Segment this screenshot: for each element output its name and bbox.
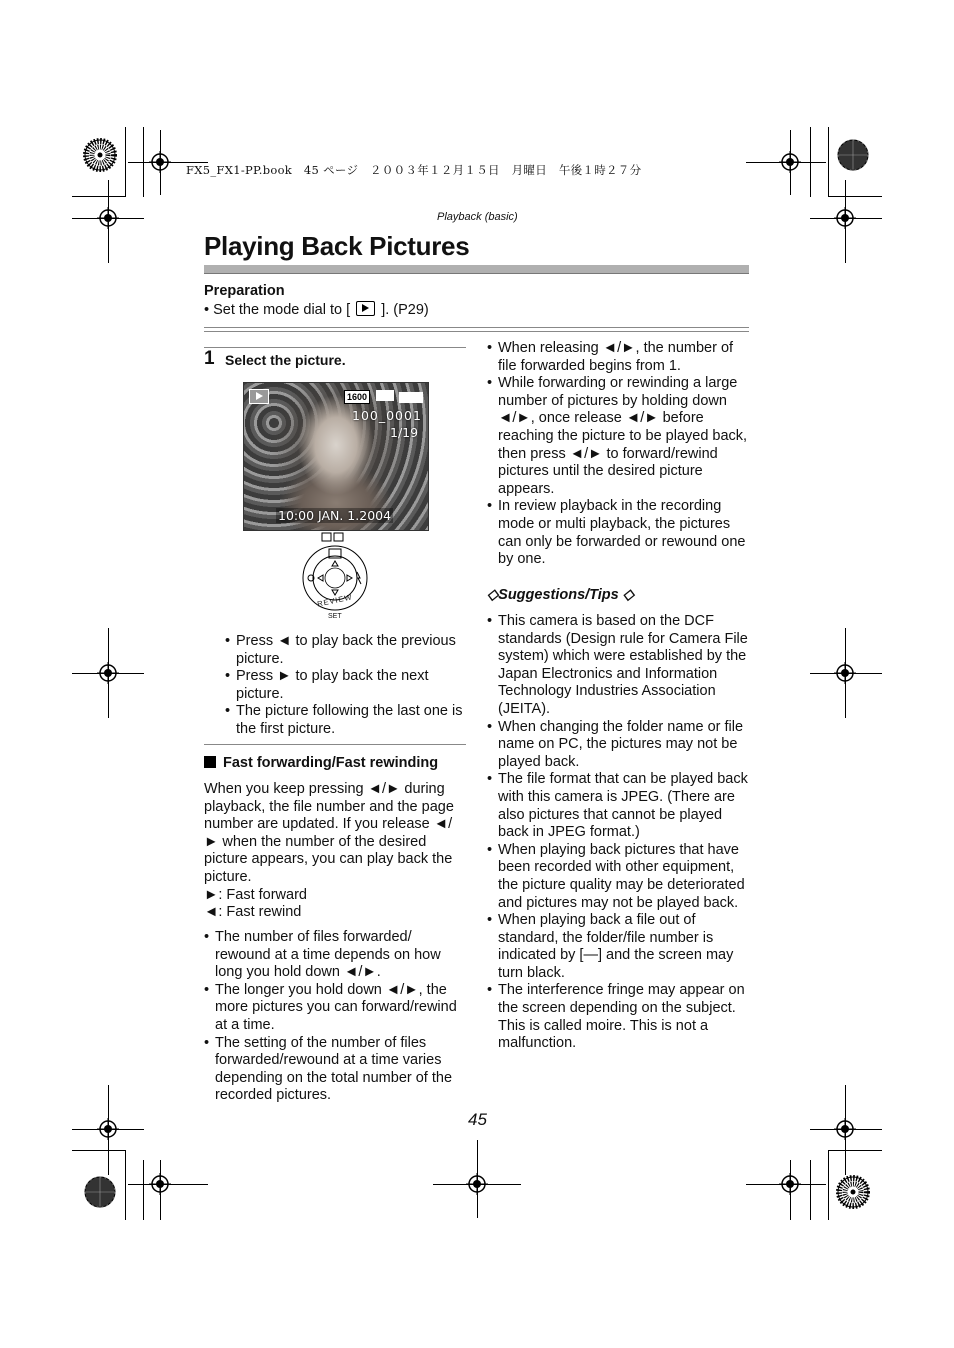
step-number: 1 xyxy=(204,348,215,369)
right-bullet-list xyxy=(487,340,749,569)
tips-heading: ◇Suggestions/Tips ◇ xyxy=(487,587,634,603)
fast-heading xyxy=(204,755,438,771)
list-item: • Press ► to play back the next picture. xyxy=(225,668,469,703)
set-label: SET xyxy=(328,613,342,620)
list-item: • When playing back pictures that have been recorded with other equipment, the picture quality may be deteriorated and pictures may not be played back. xyxy=(487,842,749,912)
lcd-iso: 1600 xyxy=(344,390,370,404)
quality-icon xyxy=(376,390,394,401)
camera-lcd-screen xyxy=(243,382,429,531)
page-number: 45 xyxy=(468,1110,487,1129)
step-bullet-list xyxy=(225,633,469,739)
fast-rule xyxy=(204,744,466,745)
list-item: • The longer you hold down ◄/►, the more pictures you can forward/rewind at a time. xyxy=(204,982,466,1035)
print-header: FX5_FX1-PP.book 45 ページ ２００３年１２月１５日 月曜日 午後１時２７分 xyxy=(186,163,642,177)
preparation-text-before: • Set the mode dial to [ xyxy=(204,302,351,318)
list-item: • Press ◄ to play back the previous picture. xyxy=(225,633,469,668)
fast-bullet-list xyxy=(204,929,466,1105)
list-item: • The setting of the number of files forwarded/rewound at a time varies depending on the total number of the recorded pictures. xyxy=(204,1035,466,1105)
preparation-text-after: ]. (P29) xyxy=(381,302,429,318)
list-item: • When changing the folder name or file name on PC, the pictures may not be played back. xyxy=(487,719,749,772)
lcd-datetime: 10:00 JAN. 1.2004 xyxy=(278,508,392,523)
tips-bullet-list xyxy=(487,613,749,1053)
square-bullet-icon xyxy=(204,756,216,768)
cursor-buttons-icon xyxy=(300,530,370,625)
review-label: REVIEW xyxy=(316,592,354,609)
fast-paragraph: When you keep pressing ◄/► during playback, the file number and the page number are updated. If you release ◄/► when the number of the desired picture appears, you can play back the picture. xyxy=(204,781,454,885)
list-item: • The picture following the last one is the first picture. xyxy=(225,703,469,738)
playback-icon xyxy=(249,389,269,404)
lcd-file-number: 100_0001 xyxy=(352,408,422,423)
list-item: • When playing back a file out of standard, the folder/file number is indicated by [—] and the screen may turn black. xyxy=(487,912,749,982)
fast-rewind-legend: ◄: Fast rewind xyxy=(204,904,302,920)
battery-icon xyxy=(399,392,423,403)
list-item: • This camera is based on the DCF standards (Design rule for Camera File system) which were established by the Japan Electronics and Information Technology Industries Association (JEITA). xyxy=(487,613,749,719)
lcd-counter: 1/19 xyxy=(390,425,419,440)
preparation-rule xyxy=(204,327,749,332)
step-rule xyxy=(204,347,466,348)
list-item: • In review playback in the recording mode or multi playback, the pictures can only be forwarded or rewound one by one. xyxy=(487,498,749,568)
list-item: • The file format that can be played back with this camera is JPEG. (There are also pictures that cannot be played back in JPEG format.) xyxy=(487,771,749,841)
playback-mode-icon xyxy=(356,301,375,316)
step-text: Select the picture. xyxy=(225,352,346,368)
list-item: • While forwarding or rewinding a large number of pictures by holding down ◄/►, once release ◄/► before reaching the picture to be played back, then press ◄/► to forward/rewind pictures until the desired picture appears. xyxy=(487,375,749,498)
title-rule xyxy=(204,265,749,274)
list-item: • The interference fringe may appear on the screen depending on the subject. This is called moire. This is not a malfunction. xyxy=(487,982,749,1052)
fast-forward-legend: ►: Fast forward xyxy=(204,887,307,903)
list-item: • The number of files forwarded/ rewound at a time depends on how long you hold down ◄/►. xyxy=(204,929,466,982)
section-label: Playback (basic) xyxy=(437,211,518,223)
page-title: Playing Back Pictures xyxy=(204,231,470,261)
fast-heading-text: Fast forwarding/Fast rewinding xyxy=(223,755,439,771)
list-item: • When releasing ◄/►, the number of file forwarded begins from 1. xyxy=(487,340,749,375)
preparation-heading: Preparation xyxy=(204,283,285,299)
cursor-buttons-diagram xyxy=(300,530,370,625)
preparation-text xyxy=(204,301,429,318)
